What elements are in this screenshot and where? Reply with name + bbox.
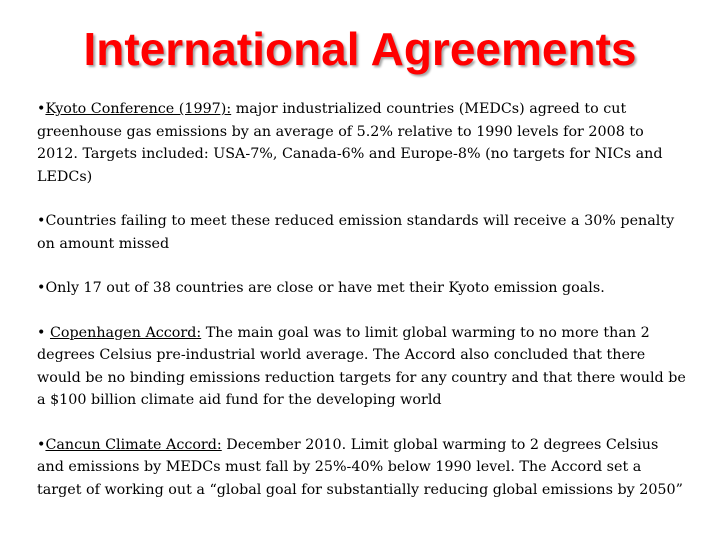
bullet-kyoto: [37, 98, 687, 188]
bullet-cancun: [37, 434, 687, 502]
bullet-marker: •: [37, 436, 46, 453]
bullet-marker: •: [37, 324, 46, 341]
bullet-kyoto-goals: [37, 277, 687, 300]
bullet-text: Only 17 out of 38 countries are close or have met their Kyoto emission goals.: [45, 280, 605, 296]
bullet-marker: •: [37, 280, 46, 296]
bullet-list: [37, 98, 687, 523]
bullet-text: December 2010. Limit global warming to 2 degrees Celsius and emissions by MEDCs must fall by 25%-40% below 1990 level. The Accord set a target of working out a “global goal for substantially reducing global emissions by 2050”: [37, 436, 683, 498]
bullet-heading: Kyoto Conference (1997):: [45, 101, 232, 117]
bullet-heading: Copenhagen Accord:: [49, 324, 202, 341]
bullet-heading: Cancun Climate Accord:: [45, 436, 222, 453]
bullet-penalty: [37, 210, 687, 255]
bullet-text: Countries failing to meet these reduced emission standards will receive a 30% penalty on amount missed: [37, 213, 675, 252]
bullet-copenhagen: [37, 322, 687, 412]
bullet-marker: •: [37, 213, 46, 229]
slide-title: International Agreements: [83, 23, 637, 75]
bullet-text: major industrialized countries (MEDCs) agreed to cut greenhouse gas emissions by an average of 5.2% relative to 1990 levels for 2008 to 2012. Targets included: USA-7%, Canada-6% and Europe-8% (no targets for NICs and LEDCs): [37, 101, 663, 185]
bullet-marker: •: [37, 101, 46, 117]
bullet-text: The main goal was to limit global warming to no more than 2 degrees Celsius pre-industrial world average. The Accord also concluded that there would be no binding emissions reduction targets for any country and that there would be a $100 billion climate aid fund for the developing world: [37, 324, 686, 408]
